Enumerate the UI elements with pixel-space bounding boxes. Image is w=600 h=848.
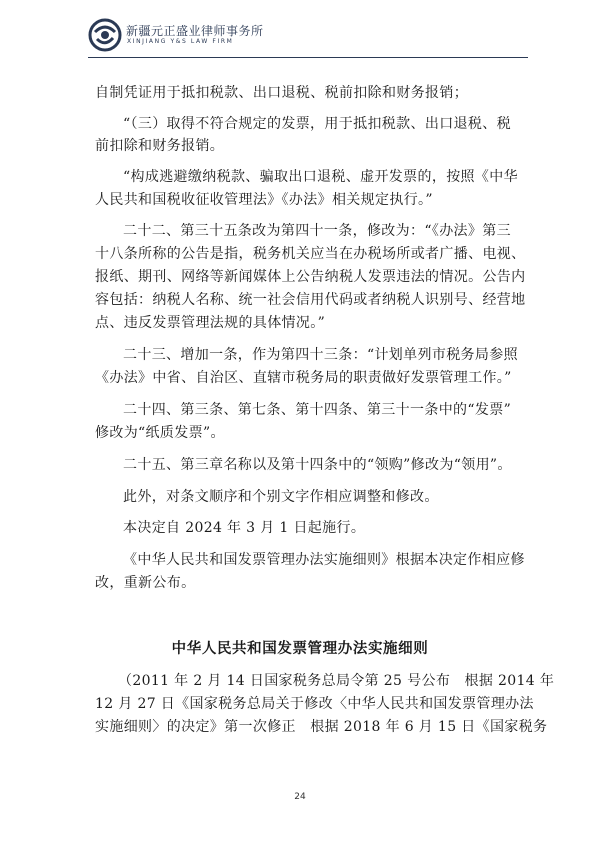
- text-line: 此外，对条文顺序和个别文字作相应调整和修改。: [123, 489, 439, 505]
- text-line: 二十三、增加一条，作为第四十三条：“计划单列市税务局参照: [123, 347, 518, 363]
- text-line: 改，重新公布。: [95, 575, 196, 591]
- page-number: 24: [294, 792, 306, 802]
- text-line: 本决定自 2024 年 3 月 1 日起施行。: [123, 520, 366, 536]
- text-line: 人民共和国税收征收管理法》《办法》相关规定执行。”: [95, 192, 433, 208]
- text-line: “（三）取得不符合规定的发票，用于抵扣税款、出口退税、税: [123, 116, 511, 132]
- text-line: 二十二、第三十五条改为第四十一条，修改为：“《办法》第三: [123, 223, 511, 239]
- text-line: “构成逃避缴纳税款、骗取出口退税、虚开发票的，按照《中华: [123, 169, 518, 185]
- section-title: 中华人民共和国发票管理办法实施细则: [171, 640, 429, 657]
- text-line: 修改为“纸质发票”。: [95, 425, 225, 441]
- text-line: 前扣除和财务报销。: [95, 138, 225, 154]
- history-line: 12 月 27 日《国家税务总局关于修改〈中华人民共和国发票管理办法: [95, 696, 534, 712]
- text-line: 《中华人民共和国发票管理办法实施细则》根据本决定作相应修: [123, 552, 525, 568]
- text-line: 十八条所称的公告是指，税务机关应当在办税场所或者广播、电视、: [95, 246, 526, 262]
- text-line: 二十四、第三条、第七条、第十四条、第三十一条中的“发票”: [123, 402, 512, 418]
- text-line: 《办法》中省、自治区、直辖市税务局的职责做好发票管理工作。”: [95, 370, 512, 386]
- text-line: 二十五、第三章名称以及第十四条中的“领购”修改为“领用”。: [123, 457, 512, 473]
- history-line: （2011 年 2 月 14 日国家税务总局令第 25 号公布 根据 2014 年: [118, 673, 555, 689]
- history-line: 实施细则〉的决定》第一次修正 根据 2018 年 6 月 15 日《国家税务: [95, 719, 548, 735]
- text-line: 容包括：纳税人名称、统一社会信用代码或者纳税人识别号、经营地: [95, 292, 526, 308]
- text-line: 报纸、期刊、网络等新闻媒体上公告纳税人发票违法的情况。公告内: [95, 269, 526, 285]
- text-line: 点、违反发票管理法规的具体情况。”: [95, 315, 326, 331]
- firm-name-en: XINJIANG Y&S LAW FIRM: [127, 38, 234, 45]
- firm-name-cn: 新疆元正盛业律师事务所: [126, 24, 264, 38]
- text-line: 自制凭证用于抵扣税款、出口退税、税前扣除和财务报销；: [95, 85, 469, 101]
